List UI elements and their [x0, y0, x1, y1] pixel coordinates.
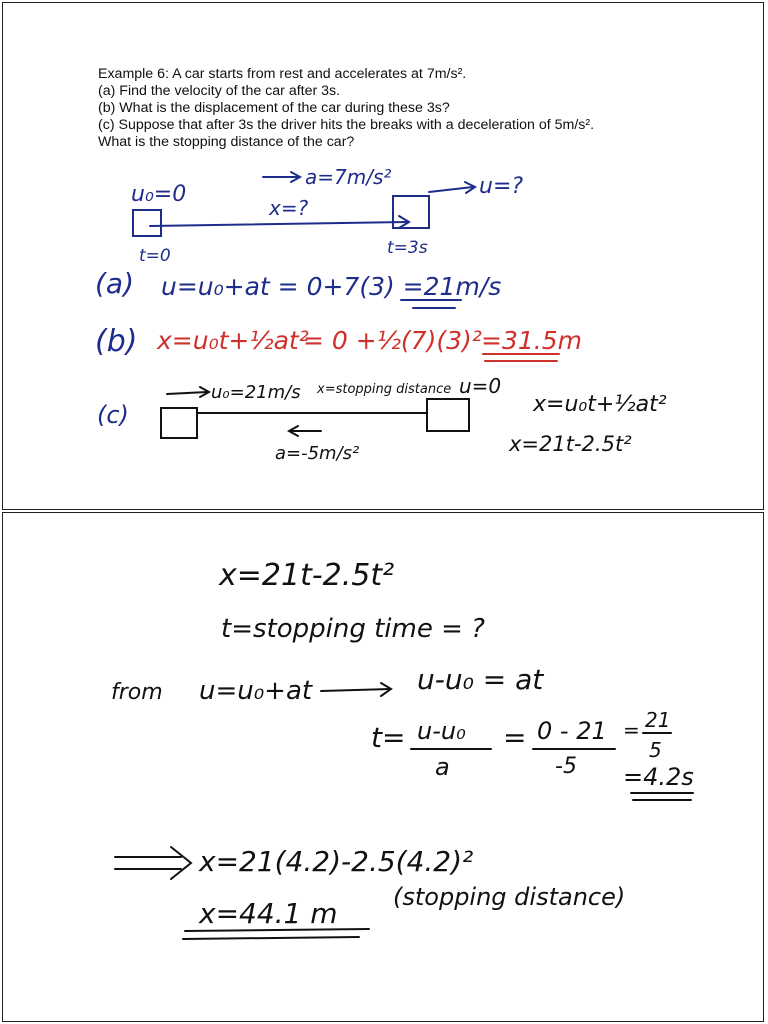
- s2-line-2: t=stopping time = ?: [221, 614, 485, 644]
- car-box-start: [133, 210, 161, 236]
- problem-line-3: (b) What is the displacement of the car during these 3s?: [98, 100, 450, 116]
- car-box-end: [393, 196, 429, 228]
- c-equation-2: x=21t-2.5t²: [509, 432, 632, 456]
- s2-equals-2: =: [623, 718, 640, 742]
- part-b-underline: [483, 354, 559, 361]
- part-b-result: =31.5m: [481, 326, 582, 355]
- handwritten-solution-slide-1: [3, 3, 765, 511]
- s2-frac2-num: 21: [645, 708, 671, 732]
- part-b-label: (b): [95, 324, 138, 359]
- s2-eq-from: u=u₀+at: [199, 676, 313, 706]
- s2-val-den: -5: [555, 754, 577, 779]
- s2-t-equals: t=: [371, 721, 406, 754]
- c-equation-1: x=u₀t+½at²: [533, 392, 667, 417]
- s2-t-result: =4.2s: [623, 763, 694, 791]
- displacement-arrow: [150, 222, 407, 226]
- s2-eq-rearranged: u-u₀ = at: [417, 663, 544, 696]
- slide-1: [2, 2, 764, 510]
- problem-line-1: Example 6: A car starts from rest and accelerates at 7m/s².: [98, 66, 467, 82]
- slide-2: [2, 512, 764, 1022]
- part-b-equation-left: x=u₀t+½at²: [157, 326, 309, 355]
- s2-final-underline: [183, 929, 369, 939]
- s2-val-num: 0 - 21: [537, 717, 607, 745]
- s2-from-label: from: [111, 680, 163, 705]
- c-car-box-end: [427, 399, 469, 431]
- s2-equals-1: =: [503, 721, 527, 754]
- u0-label: u₀=0: [131, 182, 187, 207]
- c-x-label: x=stopping distance: [317, 382, 452, 397]
- x-label: x=?: [269, 196, 309, 220]
- velocity-arrow: [429, 187, 473, 192]
- c-u-label: u=0: [459, 374, 502, 398]
- t0-label: t=0: [139, 246, 171, 266]
- c-u0-label: u₀=21m/s: [211, 382, 301, 403]
- part-a-equation: u=u₀+at = 0+7(3) =21m/s: [161, 272, 502, 301]
- problem-line-5: What is the stopping distance of the car?: [98, 134, 355, 150]
- s2-final-1: x=21(4.2)-2.5(4.2)²: [199, 845, 474, 878]
- s2-implies-arrow: [321, 689, 389, 691]
- part-b-equation-mid: = 0 +½(7)(3)²: [303, 326, 482, 355]
- part-a-underline: [401, 300, 461, 308]
- problem-line-2: (a) Find the velocity of the car after 3s.: [98, 83, 341, 99]
- part-a-label: (a): [95, 267, 135, 300]
- s2-frac-den: a: [435, 753, 450, 781]
- s2-t-result-underline: [631, 793, 693, 800]
- accel-label: a=7m/s²: [305, 165, 392, 189]
- problem-line-4: (c) Suppose that after 3s the driver hits the breaks with a deceleration of 5m/s².: [98, 117, 595, 133]
- c-initial-velocity-arrow: [167, 392, 207, 394]
- t3-label: t=3s: [387, 238, 428, 258]
- s2-implies-symbol: [115, 847, 191, 879]
- c-car-box-start: [161, 408, 197, 438]
- s2-line-1: x=21t-2.5t²: [219, 558, 395, 593]
- s2-final-2: x=44.1 m: [199, 897, 338, 930]
- part-c-label: (c): [97, 401, 129, 429]
- s2-frac-num: u-u₀: [417, 717, 466, 745]
- c-a-label: a=-5m/s²: [275, 443, 360, 464]
- s2-final-note: (stopping distance): [393, 883, 626, 911]
- handwritten-solution-slide-2: [3, 513, 765, 1023]
- s2-frac2-den: 5: [649, 738, 662, 762]
- u-label: u=?: [479, 174, 524, 199]
